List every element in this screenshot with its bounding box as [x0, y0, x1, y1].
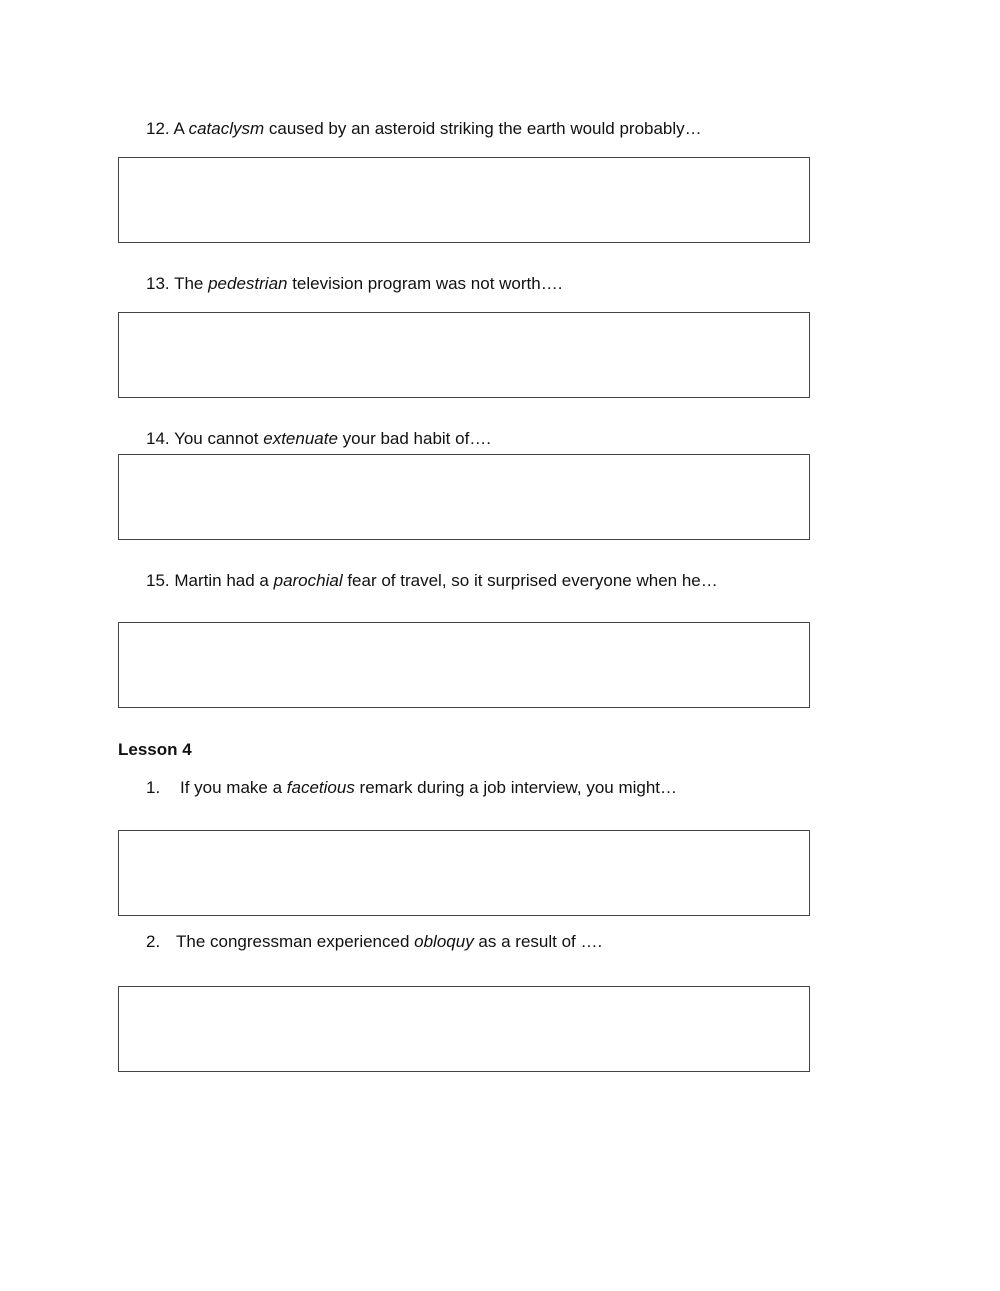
question-number: 2. — [146, 932, 161, 951]
question-text-after: fear of travel, so it surprised everyone when he… — [342, 571, 718, 590]
vocabulary-word: parochial — [273, 571, 343, 590]
answer-box-12[interactable] — [118, 157, 810, 243]
answer-box-lesson4-2[interactable] — [118, 986, 810, 1072]
answer-box-14[interactable] — [118, 454, 810, 540]
lesson-heading: Lesson 4 — [118, 740, 192, 759]
question-12-prompt — [146, 118, 702, 140]
vocabulary-word: extenuate — [263, 429, 338, 448]
question-text-before: If you make a — [180, 778, 287, 797]
question-text-before: You cannot — [174, 429, 264, 448]
question-text-before: The — [174, 274, 209, 293]
question-number: 13. — [146, 274, 170, 293]
lesson4-question-1-prompt — [146, 777, 677, 799]
question-13-prompt — [146, 273, 562, 295]
question-number: 1. — [146, 778, 161, 797]
question-text-after: caused by an asteroid striking the earth would probably… — [264, 119, 702, 138]
question-text-after: your bad habit of…. — [337, 429, 492, 448]
vocabulary-word: cataclysm — [188, 119, 265, 138]
question-text-before: The congressman experienced — [176, 932, 415, 951]
vocabulary-word: obloquy — [414, 932, 474, 951]
answer-box-lesson4-1[interactable] — [118, 830, 810, 916]
question-text-after: remark during a job interview, you might… — [354, 778, 678, 797]
answer-box-13[interactable] — [118, 312, 810, 398]
vocabulary-word: facetious — [286, 778, 355, 797]
question-text-after: as a result of …. — [473, 932, 603, 951]
vocabulary-word: pedestrian — [208, 274, 288, 293]
answer-box-15[interactable] — [118, 622, 810, 708]
question-text-after: television program was not worth…. — [287, 274, 563, 293]
question-number: 12. — [146, 119, 170, 138]
lesson4-question-2-prompt — [146, 931, 602, 953]
question-15-prompt — [146, 570, 718, 592]
question-14-prompt — [146, 428, 491, 450]
question-number: 15. — [146, 571, 170, 590]
question-number: 14. — [146, 429, 170, 448]
question-text-before: Martin had a — [174, 571, 274, 590]
question-text-before: A — [173, 119, 189, 138]
